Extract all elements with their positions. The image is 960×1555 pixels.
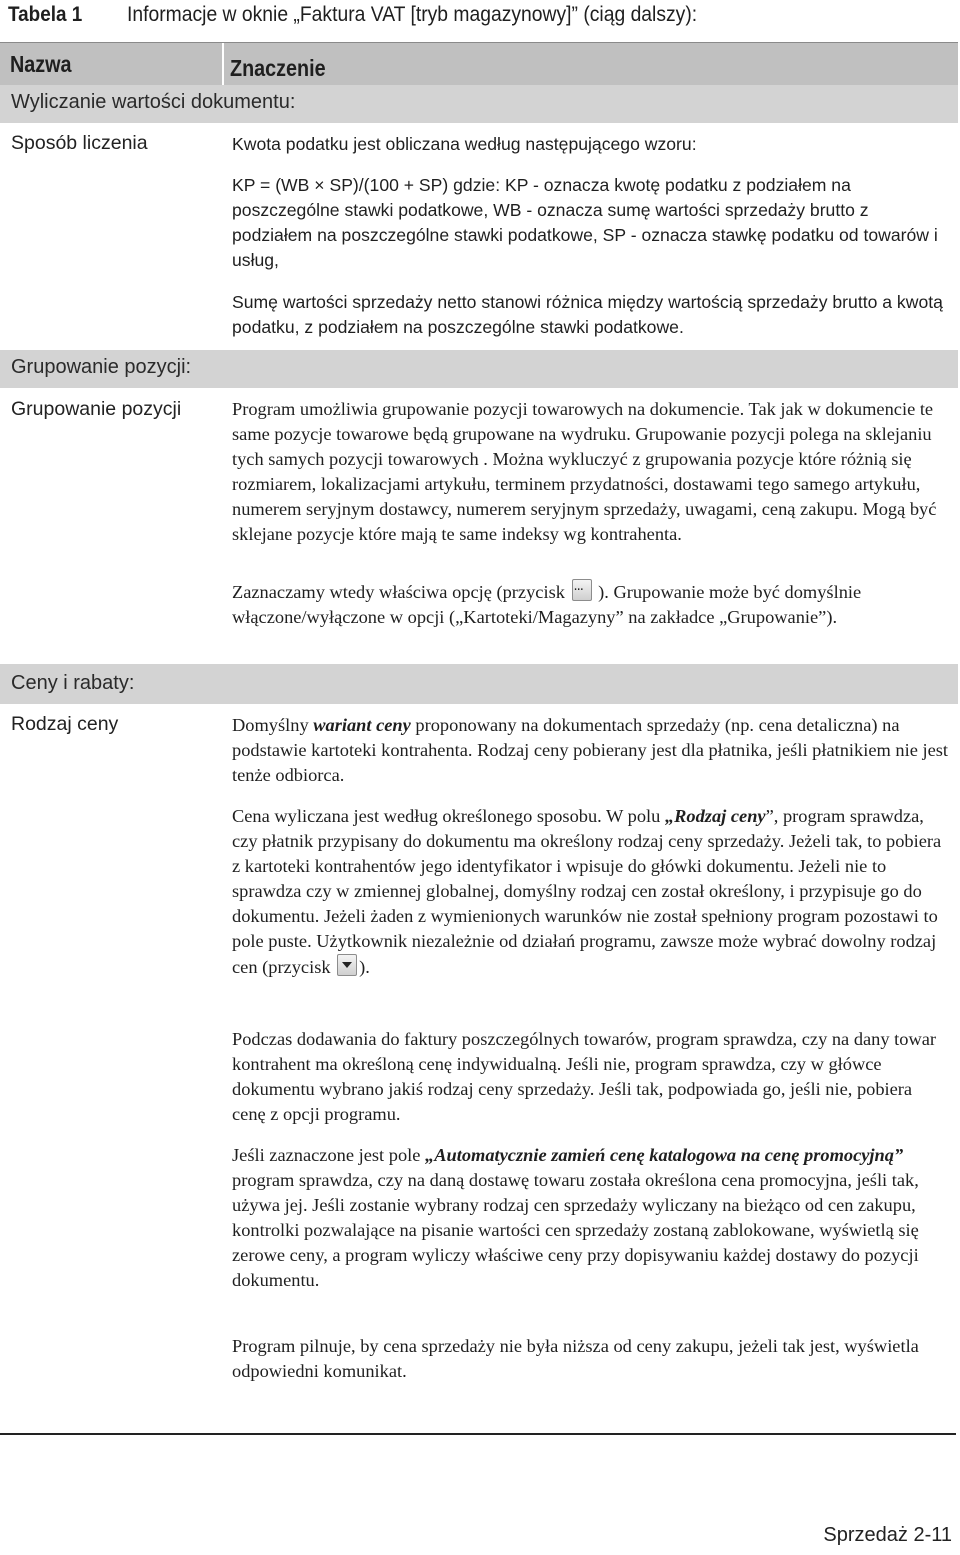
- header-name: Nazwa: [10, 50, 72, 77]
- row-grupowanie-p2: Zaznaczamy wtedy właściwa opcję (przycisk ··· ). Grupowanie może być domyślnie włączone/wyłączone w opcji („Kartoteki/Magazyny” na zakładce „Grupowanie”).: [232, 579, 950, 630]
- section-label: Grupowanie pozycji:: [11, 356, 192, 378]
- table-header-row: [0, 42, 958, 85]
- header-meaning: Znaczenie: [230, 54, 326, 81]
- row-grupowanie-p1: Program umożliwia grupowanie pozycji towarowych na dokumencie. Tak jak w dokumencie te same pozycje towarowe będą grupowane na wydruku. Grupowanie pozycji polega na sklejaniu tych samych pozycji towarowych . Można wykluczyć z grupowania pozycje które różnią się rozmiarem, lokalizacjami artykułu, terminem przydatności, dostawami tego samego artykułu, numerem seryjnym dostawcy, numerem seryjnym sprzedaży, uwagami, ceną zakupu. Mogą być sklejane pozycje które mają te same indeksy wg kontrahenta.: [232, 399, 937, 544]
- section-row-grouping: [0, 350, 958, 388]
- section-label: Wyliczanie wartości dokumentu:: [11, 91, 296, 113]
- dropdown-button-icon: [337, 954, 357, 976]
- row-sposob-p1: Kwota podatku jest obliczana według następującego wzoru:: [232, 134, 697, 154]
- table-number: Tabela 1: [8, 3, 83, 26]
- row-name-rodzaj: Rodzaj ceny: [11, 713, 119, 735]
- row-rodzaj-p2: Cena wyliczana jest według określonego sposobu. W polu „Rodzaj ceny”, program sprawdza, czy płatnik przypisany do dokumentu ma określony rodzaj ceny sprzedaży. Jeżeli tak, to pobiera z kartoteki kontrahentów jego identyfikator i wpisuje do główki dokumentu. Jeżeli nie to sprawdza czy w zmiennej globalnej, domyślny rodzaj cen został określony, i przypisuje go do dokumentu. Jeżeli żaden z wymienionych warunków nie został spełniony program pozostawi to pole puste. Użytkownik niezależnie od działań programu, zawsze może wybrać dowolny rodzaj cen (przycisk ).: [232, 806, 942, 977]
- section-label: Ceny i rabaty:: [11, 672, 135, 694]
- section-row-calculation: [0, 85, 958, 123]
- ellipsis-button-icon: [572, 579, 592, 601]
- row-name-grupowanie: Grupowanie pozycji: [11, 398, 182, 420]
- row-name-sposob: Sposób liczenia: [11, 132, 148, 154]
- row-sposob-p3: Sumę wartości sprzedaży netto stanowi różnica między wartością sprzedaży brutto a kwotą podatku, z podziałem na poszczególne stawki podatkowe.: [232, 292, 943, 337]
- row-sposob-p2: KP = (WB × SP)/(100 + SP) gdzie: KP - oznacza kwotę podatku z podziałem na poszczególne stawki podatkowe, WB - oznacza sumę wartości sprzedaży brutto z podziałem na poszczególne stawki podatkowe, SP - oznacza stawkę podatku od towarów i usług,: [232, 175, 938, 270]
- table-caption: [8, 0, 747, 30]
- row-rodzaj-p1: Domyślny wariant ceny proponowany na dokumentach sprzedaży (np. cena detaliczna) na podstawie kartoteki kontrahenta. Rodzaj ceny pobierany jest dla płatnika, jeśli płatnikiem nie jest tenże odbiorca.: [232, 715, 949, 785]
- info-table: [0, 42, 958, 85]
- header-separator: [222, 43, 224, 85]
- table-title: Informacje w oknie „Faktura VAT [tryb magazynowy]” (ciąg dalszy):: [127, 3, 698, 26]
- row-rodzaj-p3: Podczas dodawania do faktury poszczególnych towarów, program sprawdza, czy na dany towar kontrahent ma określoną cenę indywidualną. Jeśli nie, program sprawdza, czy w główce dokumentu wybrano jakiś rodzaj ceny sprzedaży. Jeśli tak, podpowiada go, jeśli nie, pobiera cenę z opcji programu.: [232, 1029, 937, 1124]
- row-rodzaj-p4: Jeśli zaznaczone jest pole „Automatycznie zamień cenę katalogowa na cenę promocyjną” program sprawdza, czy na daną dostawę towaru została określona cena promocyjna, jeśli tak, używa jej. Jeśli zostanie wybrany rodzaj cen sprzedaży wyliczany na bieżąco od cen zakupu, kontrolki pozwalające na pisanie wartości cen sprzedaży zostaną zablokowane, wyświetlą się zerowe ceny, a program wyliczy właściwe ceny przy dopisywaniu każdej dostawy do pozycji dokumentu.: [232, 1145, 919, 1290]
- page-footer: Sprzedaż 2-11: [823, 1524, 952, 1546]
- table-bottom-rule: [0, 1433, 956, 1435]
- row-rodzaj-p5: Program pilnuje, by cena sprzedaży nie była niższa od ceny zakupu, jeżeli tak jest, wyświetla odpowiedni komunikat.: [232, 1336, 919, 1381]
- section-row-prices: [0, 664, 958, 704]
